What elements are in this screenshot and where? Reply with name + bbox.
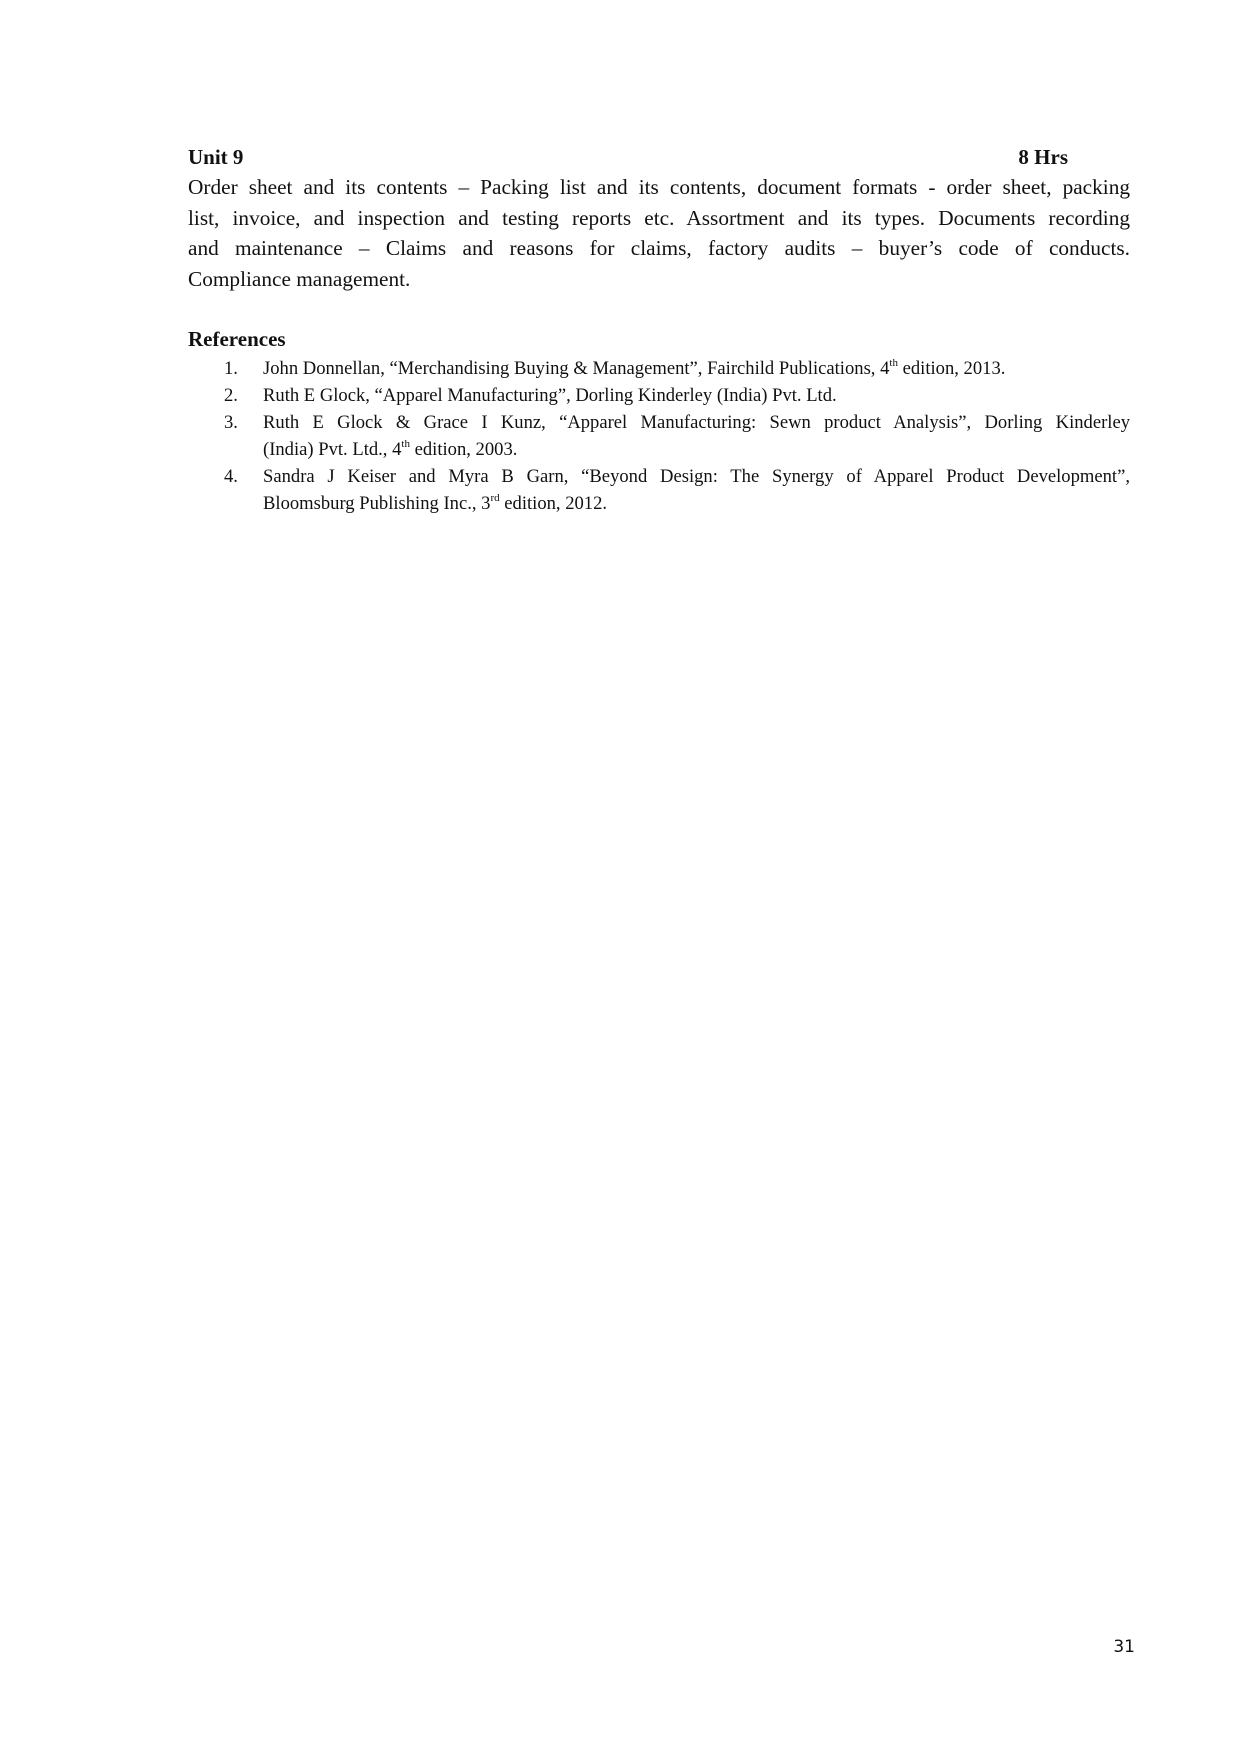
reference-text-part: John Donnellan, “Merchandising Buying & Management”, Fairchild Publications, 4	[263, 358, 890, 379]
ordinal-superscript: th	[401, 438, 410, 450]
reference-text-part: edition, 2013.	[897, 358, 1006, 379]
reference-text: Sandra J Keiser and Myra B Garn, “Beyond Design: The Synergy of Apparel Product Development”,	[263, 466, 1130, 487]
reference-item	[188, 355, 1130, 382]
reference-text: Ruth E Glock & Grace I Kunz, “Apparel Manufacturing: Sewn product Analysis”, Dorling Kinderley	[263, 412, 1130, 433]
reference-item	[188, 382, 1130, 409]
reference-text-part: Bloomsburg Publishing Inc., 3	[263, 493, 491, 514]
reference-item	[188, 409, 1130, 463]
reference-text-part: edition, 2003.	[409, 439, 518, 460]
unit-header	[188, 143, 1068, 171]
reference-text-part: edition, 2012.	[499, 493, 608, 514]
reference-text: Ruth E Glock, “Apparel Manufacturing”, Dorling Kinderley (India) Pvt. Ltd.	[263, 385, 837, 406]
reference-number: 3.	[224, 412, 238, 433]
unit-title: Unit 9	[188, 145, 244, 169]
unit-description-line: list, invoice, and inspection and testing reports etc. Assortment and its types. Documents recording	[188, 205, 1130, 230]
reference-item	[188, 463, 1130, 517]
reference-text	[263, 436, 1130, 463]
unit-description-line: Order sheet and its contents – Packing list and its contents, document formats - order sheet, packing	[188, 175, 1130, 199]
reference-text-part: (India) Pvt. Ltd., 4	[263, 439, 402, 460]
reference-number: 1.	[224, 358, 238, 379]
references-heading: References	[188, 327, 286, 351]
references-list	[188, 355, 1130, 517]
ordinal-superscript: rd	[490, 492, 500, 504]
reference-text	[263, 355, 1130, 382]
unit-description	[188, 172, 1130, 294]
unit-description-line: Compliance management.	[188, 266, 411, 291]
reference-number: 2.	[224, 385, 238, 406]
unit-hours: 8 Hrs	[1018, 145, 1068, 169]
ordinal-superscript: th	[889, 357, 898, 369]
page-number: 31	[1113, 1637, 1135, 1657]
reference-number: 4.	[224, 466, 238, 487]
unit-description-line: and maintenance – Claims and reasons for claims, factory audits – buyer’s code of conducts.	[188, 236, 1130, 260]
reference-text	[263, 490, 1130, 517]
